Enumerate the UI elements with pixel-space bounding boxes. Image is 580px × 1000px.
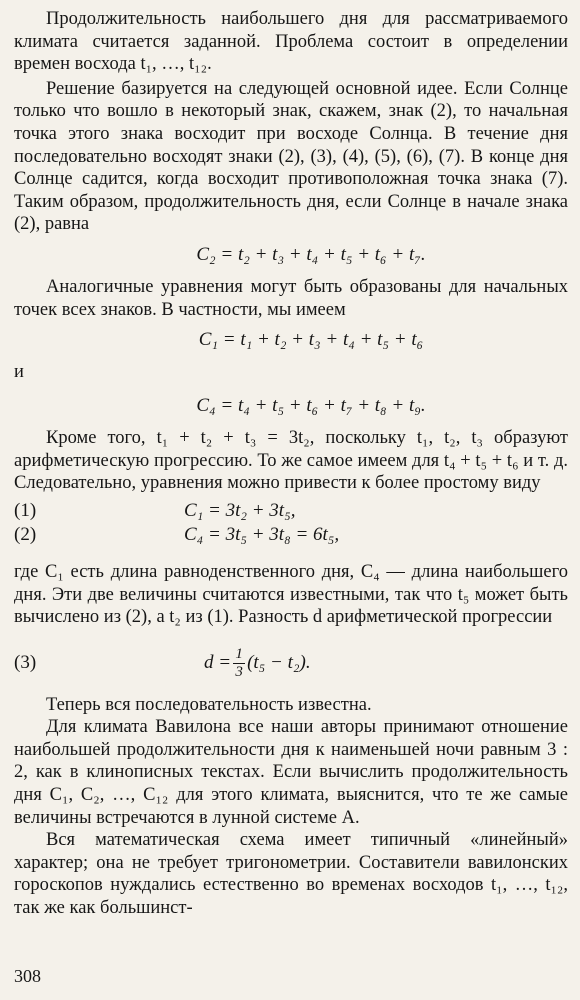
equation-c1: C₁ = t₁ + t₂ + t₃ + t₄ + t₅ + t₆ [198,329,424,351]
paragraph-2: Решение базируется на следующей основной идее. Если Солнце только что вошло в некоторый знак, скажем, знак (2), то начальная точка этого знака восходит при восходе Солнца. В течение дня последовательно восходят знаки (2), (3), (4), (5), (6), (7). В конце дня Солнце садится, когда восходит противоположная точка знака (7). Таким образом, продолжительность дня, если Солнце в начале знака (2), равна [14,78,568,235]
equation-c2: C₂ = t₂ + t₃ + t₄ + t₅ + t₆ + t₇. [196,243,426,265]
conjunction-and: и [14,362,24,383]
equation-1 [14,499,568,523]
equation-3 [14,647,568,680]
equation-2-formula: C₄ = 3t₅ + 3t₈ = 6t₅, [184,523,340,545]
fraction-denominator: 3 [235,663,243,680]
fraction-numerator: 1 [235,645,243,662]
equation-3-formula [204,647,311,680]
equation-3-label: (3) [14,652,37,674]
paragraph-7: Для климата Вавилона все наши авторы принимают отношение наибольшей продолжительности дня к наименьшей ночи равным 3 : 2, как в клинописных текстах. Если вычислить продолжительность дня C₁, C₂, …, C₁₂ для этого климата, выяснится, что те же самые величины встречаются в лунной системе A. [14,717,568,828]
equation-1-label: (1) [14,499,37,521]
paragraph-8: Вся математическая схема имеет типичный «линейный» характер; она не требует тригонометрии. Составители вавилонских гороскопов нуждались естественно во временах восходов t₁, …, t₁₂, так же как большинст- [14,830,568,919]
fraction-one-third [233,647,245,680]
paragraph-4: Кроме того, t₁ + t₂ + t₃ = 3t₂, поскольку t₁, t₂, t₃ образуют арифметическую прогрессию. То же самое имеем для t₄ + t₅ + t₆ и т. д. Следовательно, уравнения можно привести к более простому виду [14,428,568,494]
equation-2 [14,523,568,547]
paragraph-6: Теперь вся последовательность известна. [46,694,372,715]
equation-2-label: (2) [14,523,37,545]
paragraph-1: Продолжительность наибольшего дня для рассматриваемого климата считается заданной. Проблема состоит в определении времен восхода t₁, …, t₁₂. [14,9,568,75]
paragraph-3: Аналогичные уравнения могут быть образованы для начальных точек всех знаков. В частности, мы имеем [14,276,568,320]
numbered-equations [14,499,568,547]
equation-3-lhs: d = [204,652,232,674]
equation-1-formula: C₁ = 3t₂ + 3t₅, [184,499,296,521]
paragraph-5: где C₁ есть длина равноденственного дня, C₄ — длина наибольшего дня. Эти две величины считаются известными, так что t₅ может быть вычислено из (2), а t₂ из (1). Разность d арифметической прогрессии [14,561,568,628]
equation-3-rhs: (t₅ − t₂). [247,652,311,674]
page-number: 308 [14,966,41,986]
equation-c4: C₄ = t₄ + t₅ + t₆ + t₇ + t₈ + t₉. [196,395,426,417]
